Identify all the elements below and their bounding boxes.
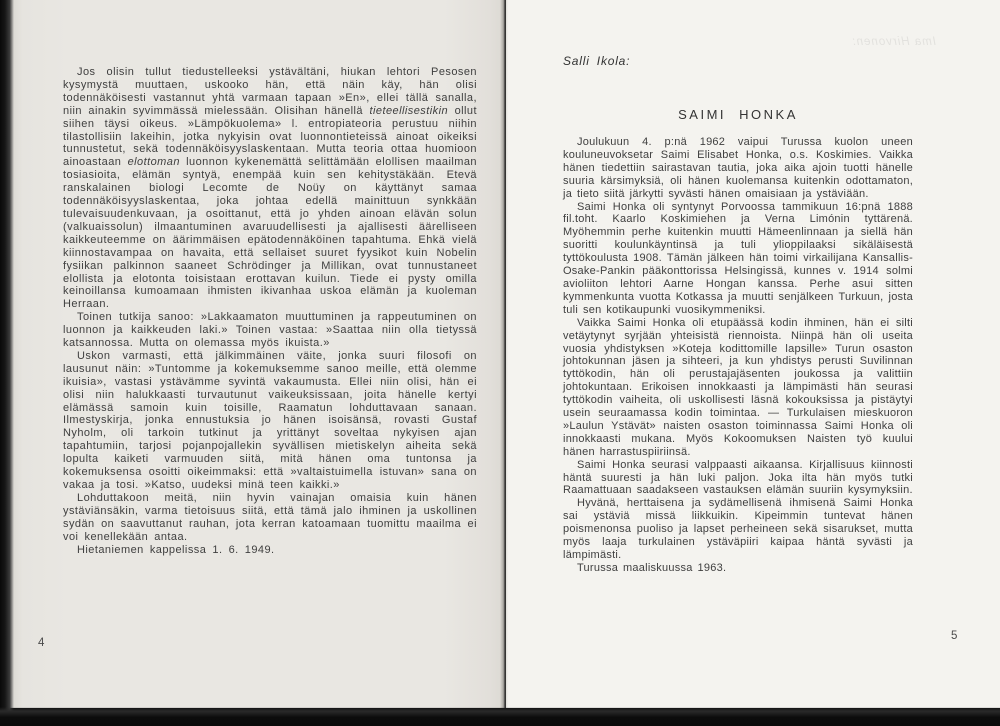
paragraph: Lohduttakoon meitä, niin hyvin vainajan omaisia kuin hänen ystäviänsäkin, varma tietoisuus siitä, että tämä jalo ihminen ja uskollinen sydän on saavuttanut rauhan, jota kerran katoamaan tuomittu maailma ei voi kenellekään antaa. [63, 491, 477, 543]
paragraph: Toinen tutkija sanoo: »Lakkaamaton muuttuminen ja rappeutuminen on luonnon ja kaikkeuden laki.» Toinen vastaa: »Saattaa niin olla tietyssä katsannossa. Mutta on olemassa myös ikuista.» [63, 311, 477, 350]
closing-line: Turussa maaliskuussa 1963. [577, 561, 727, 574]
page-title: SAIMI HONKA [678, 107, 798, 122]
left-page-text-block [63, 66, 477, 556]
closing-line: Hietaniemen kappelissa 1. 6. 1949. [77, 543, 275, 556]
scan-edge-bottom [0, 707, 1000, 726]
author-byline: Salli Ikola: [563, 54, 631, 68]
paragraph: Hyvänä, herttaisena ja sydämellisenä ihmisenä Saimi Honka sai ystäviä missä liikkuikin. Kipeimmin tuntevat hänen poismenonsa puoliso ja lapset perheineen sekä sisarukset, mutta myös laaja turkulainen ystäväpiiri kaipaa häntä syvästi ja lämpimästi. [563, 497, 913, 561]
paragraph: Joulukuun 4. p:nä 1962 vaipui Turussa kuolon uneen kouluneuvoksetar Saimi Elisabet Honka, o.s. Koskimies. Vaikka hänen tiedettiin sairastavan tautia, joka aika ajoin tuotti hänelle suuria kärsimyksiä, oli hänen kuolemansa kuitenkin odottamaton, ja tieto siitä järkytti syvästi hänen omaisiaan ja ystäviään. [563, 136, 913, 200]
paragraph: Vaikka Saimi Honka oli etupäässä kodin ihminen, hän ei silti vetäytynyt syrjään yhteisistä riennoista. Niinpä hän oli useita vuosia yhdistyksen »Koteja kodittomille lapsille» Turun osaston johtokunnan jäsen ja sihteeri, ja kun yhdistys perusti Suvilinnan tyttökodin, hän oli perustajajäsenten joukossa ja valittiin johtokuntaan. Erikoisen innokkaasti ja lämpimästi hän seurasi tyttökodin vaiheita, oli uskollisesti läsnä kokouksissa ja pistäytyi usein seuraamassa kodin toimintaa. — Turkulaisen mieskuoron »Laulun Ystävät» naisten osaston toiminnassa Saimi Honka oli innokkaasti mukana. Myös Kokoomuksen Naisten työ kuului hänen harrastuspiiriinsä. [563, 316, 913, 458]
left-page [8, 0, 504, 708]
page-number: 4 [38, 637, 45, 649]
page-gutter [500, 0, 508, 708]
paragraph: Saimi Honka seurasi valppaasti aikaansa. Kirjallisuus kiinnosti häntä suuresti ja hän luki paljon. Joka ilta hän myös tutki Raamattuaan saadakseen vastauksen elämän suuriin kysymyksiin. [563, 458, 913, 497]
scan-edge-left [0, 0, 14, 726]
right-page [506, 0, 1000, 708]
show-through-text: Ima Hirvonen: [851, 36, 936, 48]
paragraph: Uskon varmasti, että jälkimmäinen väite, jonka suuri filosofi on lausunut näin: »Tuntomme ja kokemuksemme sanoo meille, että olemme ikuisia», vastasi ystävämme syvintä vakaumusta. Ellei niin olisi, hän ei olisi niin halukkaasti turvautunut vaikeuksissaan, joita hänelle kertyi elämässä samoin kuin toisille, Raamatun lohduttavaan sanaan. Ilmestyskirja, jonka ennustuksia jo hänen isoisänsä, rovasti Gustaf Nyholm, oli tarkoin tutkinut ja yrittänyt soveltaa nykyisen ajan tapahtumiin, tarjosi pojanpojallekin syvällisen mietiskelyn aiheita sekä lopulta kaiketi varmuuden siitä, mitä hänen oma tuntonsa ja kokemuksensa osoitti oikeimmaksi: että »valtaistuimella istuvan» sana on vakaa ja tosi. »Katso, uudeksi minä teen kaikki.» [63, 349, 477, 491]
paragraph: Jos olisin tullut tiedustelleeksi ystävältäni, hiukan lehtori Pesosen kysymystä muuttaen, uskooko hän, että näin käy, hän olisi todennäköisesti vastannut yhtä varmaan tapaan »En», ellei tällä sanalla, niin ainakin syvimmässä mielessään. Olisihan hänellä tieteellisestikin ollut siihen täysi oikeus. »Lämpökuolema» l. entropiateoria perustuu niihin tilastollisiin lakeihin, jotka nykyisin ovat luonnontieteissä ainoat oikeiksi tunnustetut, sekä todennäköisyyslaskentaan. Mutta teoria ottaa huomioon ainoastaan elottoman luonnon kykenemättä selittämään elollisen maailman tosiasioita, elämän syntyä, enempää kuin sen kehitystäkään. Etevä ranskalainen biologi Lecomte de Noüy on käyttänyt samaa todennäköisyyslaskentaa, joka johtaa edellä mainittuun synkkään tulevaisuudenkuvaan, ja osoittanut, että jo yhden ainoan elävän solun (valkuaissolun) ilmaantuminen avaruudellisesti ja ajallisesti äärelliseen kaikkeuteemme on äärimmäisen epätodennäköinen tapahtuma. Ehkä vielä kiinnostavampaa on havaita, että sellaiset suuret fyysikot kuin Nobelin fysiikan palkinnon saaneet Schrödinger ja Millikan, ovat tunnustaneet elollista ja elotonta toisistaan erottavan kuilun. Tiede ei pysty omilla keinoillansa kumoamaan ihmisten ikivanhaa uskoa elämän ja kuoleman Herraan. [63, 66, 477, 311]
paragraph: Saimi Honka oli syntynyt Porvoossa tammikuun 16:pnä 1888 fil.toht. Kaarlo Koskimiehen ja Verna Limónin tyttärenä. Myöhemmin perhe kuitenkin muutti Hämeenlinnaan ja siellä hän suoritti koulunkäyntinsä ja tuli ylioppilaaksi sikäläisestä tyttökoulusta 1908. Tämän jälkeen hän toimi virkailijana Kansallis-Osake-Pankin pääkonttorissa Helsingissä, kunnes v. 1914 solmi avioliiton lehtori Aarne Hongan kanssa. Perhe asui sitten kymmenkunta vuotta Kotkassa ja muutti senjälkeen Turkuun, josta tuli sen kotikaupunki vuosikymmeniksi. [563, 200, 913, 316]
page-number: 5 [951, 630, 958, 642]
right-page-text-block [563, 136, 913, 575]
